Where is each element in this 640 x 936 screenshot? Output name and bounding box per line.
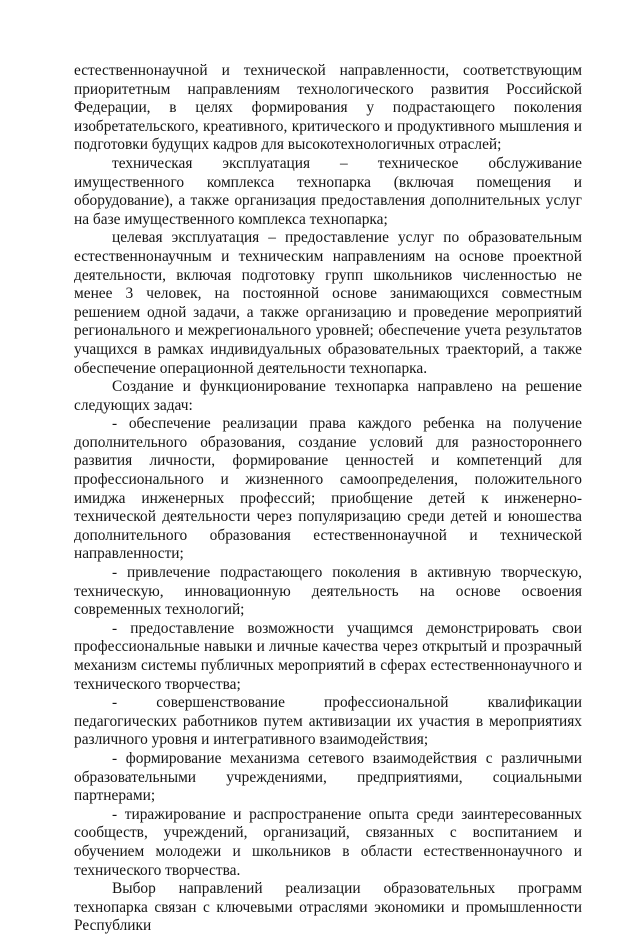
paragraph-target-operation: целевая эксплуатация – предоставление услуг по образовательным естественнонаучным и техническим направлениям на основе проектной деятельности, включая подготовку групп школьников численностью не менее 3 человек, на постоянной основе занимающихся совместным решением одной задачи, а также организацию и проведение мероприятий регионального и межрегионального уровней; обеспечение учета результатов учащихся в рамках индивидуальных образовательных траекторий, а также обеспечение операционной деятельности технопарка.: [74, 229, 582, 377]
list-item-task-4: - совершенствование профессиональной квалификации педагогических работников путем активизации их участия в мероприятиях различного уровня и интегративного взаимодействия;: [74, 694, 582, 749]
list-item-task-5: - формирование механизма сетевого взаимодействия с различными образовательными учреждениями, предприятиями, социальными партнерами;: [74, 749, 582, 805]
list-item-task-3: - предоставление возможности учащимся демонстрировать свои профессиональные навыки и личные качества через открытый и прозрачный механизм системы публичных мероприятий в сферах естественнонаучного и технического творчества;: [74, 619, 582, 693]
paragraph-continuation: естественнонаучной и технической направленности, соответствующим приоритетным направлениям технологического развития Российской Федерации, в целях формирования у подрастающего поколения изобретательского, креативного, критического и продуктивного мышления и подготовки будущих кадров для высокотехнологичных отраслей;: [74, 62, 582, 154]
document-page: [74, 62, 582, 936]
list-item-task-6: - тиражирование и распространение опыта среди заинтересованных сообществ, учреждений, организаций, связанных с воспитанием и обучением молодежи и школьников в области естественнонаучного и технического творчества.: [74, 805, 582, 879]
paragraph-tasks-intro: Создание и функционирование технопарка направлено на решение следующих задач:: [74, 378, 582, 414]
paragraph-technical-operation: техническая эксплуатация – техническое обслуживание имущественного комплекса технопарка (включая помещения и оборудование), а также организация предоставления дополнительных услуг на базе имущественного комплекса технопарка;: [74, 154, 582, 228]
list-item-task-1: - обеспечение реализации права каждого ребенка на получение дополнительного образования, создание условий для разностороннего развития личности, формирование ценностей и компетенций для профессионального и жизненного самоопределения, положительного имиджа инженерных профессий; приобщение детей к инженерно-технической деятельности через популяризацию среди детей и юношества дополнительного образования естественнонаучной и технической направленности;: [74, 415, 582, 563]
list-item-task-2: - привлечение подрастающего поколения в активную творческую, техническую, инновационную деятельность на основе освоения современных технологий;: [74, 564, 582, 619]
paragraph-directions: Выбор направлений реализации образовательных программ технопарка связан с ключевыми отраслями экономики и промышленности Республики: [74, 880, 582, 935]
